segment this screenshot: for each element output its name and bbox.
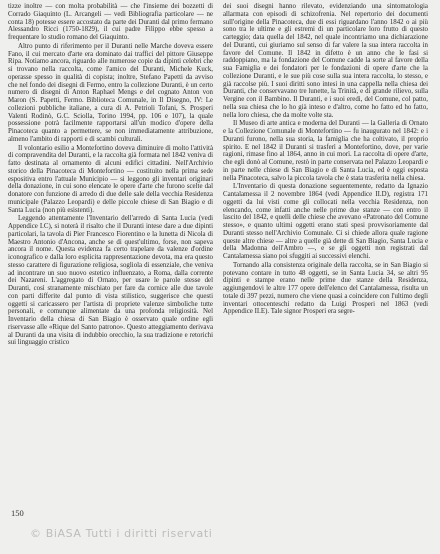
copyright-watermark: © BiASA Tutti i diritti riservati <box>30 527 213 540</box>
paragraph: Altro punto di riferimento per il Duranti nelle Marche doveva essere Fano, il cui mercato d'arte era dominato dai traffici del pittore Giuseppe Ripa. Notiamo ancora, riguardo alle numerose copie da dipinti celebri che si trovano nella raccolta, come l'amico del Duranti, Michele Kuck, operasse spesso in qualità di copista; inoltre, Stefano Papetti da avviso che nel fondo dei disegni di Fermo, entro la collezione Duranti, è un certo numero di disegni di Anton Raphael Mengs e del cognato Anton von Maron (S. Papetti, Fermo. Biblioteca Comunale, in Il Disegno, IV: Le collezioni pubbliche italiane, a cura di A. Petrioli Tofani, S. Prosperi Valenti Rodinò, G.C. Sciolla, Torino 1994, pp. 106 e 107), la quale possessione potrà facilmente rapportarsi all'un modico d'opere della Pinacoteca quanto a permettere, se non immediatamente attribuzione, almeno l'ambito di rapporti e di scambi culturali. <box>8 42 213 143</box>
paragraph: dei suoi disegni hanno rilevato, evidenziando una sintomatologia allarmata con episodi di schizofrenia. Nel repertorio dei documenti sull'origine della Pinacoteca, due di essi riguardano l'anno 1842 o ai più sono tra le ultime e gli estremi di un particolare loro frutto di questo carteggio; data quella del 1842, nel quale incontriamo una dichiarazione del Duranti, cui giuriamo sul senso di far valere la sua intera raccolta in favore del Comune. Il 1842 in difetto è un anno che le fasi si raddoppiano, ma la fondazione del Comune cadde la sorte al favore della sua Famiglia e dei fondatori per le fondazioni di opere d'arte che la collezione Duranti, e le sue più cose sulla sua intera raccolta, lo stesso, e già raccolse più. I suoi diritti sono intesi in una cappella nella chiesa dei Duranti, che conservavano tre lunette, la Trinità, e di grande rilievo, sulla Vergine con il Bambino. Il Duranti, e i suoi eredi, del Comune, col patto, nella sua chiesa che lo ho già inteso e d'altro, come ho fatto ed ho fatto, nella loro chiesa, che da molte volte sta. <box>223 3 428 119</box>
paragraph: Il Museo di arte antica e moderna del Duranti — la Galleria di Ornato e la Collezione Comunale di Montefortino — fu inaugurato nel 1842: e i Duranti furono, nella sua storia, la famiglia che ha coltivato, il proprio spirito. E nel 1842 il Duranti si trasferì a Montefortino, dove, per varie ragioni, rimase fino al 1864, anno in cui morì. La raccolta di opere d'arte, che egli donò al Comune, restò in parte conservata nel Palazzo Leopardi e in parte nelle chiese di San Biagio e di Santa Lucia, ed è oggi esposta nella Pinacoteca, salvo la piccola tavola che è stata trasferita nella chiesa. <box>223 120 428 182</box>
paragraph: Il volontario esilio a Montefortino doveva diminuire di molto l'attività di compravendita del Duranti, e la raccolta già formata nel 1842 veniva di fatto destinata al ornamento di alcuni edifici cittadini. Nell'Archivio storico della Pinacoteca di Montefortino — costituito nella prima sede espositiva entro l'attuale Municipio — si leggono gli inventari originari della donazione, in cui sono elencate le opere d'arte che furono scelte dal donatore con funzione di arredo di due delle sale della vecchia Residenza municipale (Palazzo Leopardi) e delle piccole chiese di San Biagio e di Santa Lucia (non più esistenti). <box>8 144 213 214</box>
right-text-column <box>223 3 428 503</box>
paragraph: tizze inoltre — con molta probabilità — che l'insieme dei bozzetti di Corrado Giaquinto (L. Arcangeli — vedi Bibliografia particolare — ne conta 18) potesse essere accostato da parte dei Duranti dal primo fermano Alessandro Ricci (1750-1829), il cui padre Filippo ebbe spesso a frequentare lo studio romano del Giaquinto. <box>8 3 213 41</box>
page-number: 150 <box>11 508 24 518</box>
paragraph: Leggendo attentamente l'Inventario dell'arredo di Santa Lucia (vedi Appendice I.C), si noterà il risalto che il Duranti intese dare a due dipinti particolari, la tavola di Pier Francesco Fiorentino e la lunetta di Nicola di Maestro Antonio d'Ancona, anche se di quest'ultimo, forse, non sapeva ancora il nome. Questa evidenza fa certo trapelare da valenze d'ordine iconografico e dalla loro esplicita rappresentazione devota, ma era questo stesso carattere di figurazione religiosa, sogliola di essenziale, che veniva ad incontrare un suo nuovo estetico influenzato, a Roma, dalla corrente dei Nazareni. L'aggregato di Ornato, per usare le parole stesse del Duranti, così stranamente mischiato per fare da cornice alle due tavole con parti differite dal punto di vista stilistico, suggerisce che questi oggetti si caricassero per l'artista di propriete valenze simboliche tutte personali, e comunque alimentate da una profonda religiosità. Nel Inventario della chiesa di San Biagio è osservato quale ordine egli riservasse alle «Rique del Santo patrono». Questo atteggiamento derivava al Duranti da una visita di indubbio orecchio, la sua tradizione e retorichi sui linguaggio cristico <box>8 215 213 347</box>
paragraph: Tornando alla consistenza originale della raccolta, se in San Biagio si potevano contare in tutto 48 oggetti, se in Santa Lucia 34, se altri 95 dipinti e stampe erano nelle prime due stanze della Residenza, aggiungendovi le altre 177 opere dell'elenco del Cantalamessa, risulta un totale di 397 pezzi, numero che viene quasi a coincidere con l'ultimo degli inventari ottocenteschi redatto da Luigi Prosperi nel 1863 (vedi Appendice II.E). Tale signor Prosperi era segre- <box>223 261 428 316</box>
paragraph: L'Inventario di questa donazione seguentemente, redatto da Ignazio Cantalamessa il 2 novembre 1864 (vedi Appendice II.D), registra 171 oggetti da lui visti come gli collocati nella vecchia Residenza, non elencando, come infatti anche nelle prime due stanze — con entro il lascito del 1842, e quelli delle chiese che avevano «Patronato del Comune stesso», e quanto ultimi oggetti erano stati spesi provvisoriamente dal Duranti stesso nell'Archivio Comunale. Ci si chiede allora quale ragione queste altre chiese — altre a quelle già dette di San Biagio, Santa Lucia e della Madonna dell'Ambro —, e se gli oggetti non registrati dal Cantalamessa siano poi sfuggiti ai successivi elenchi. <box>223 183 428 260</box>
left-text-column <box>8 3 213 503</box>
